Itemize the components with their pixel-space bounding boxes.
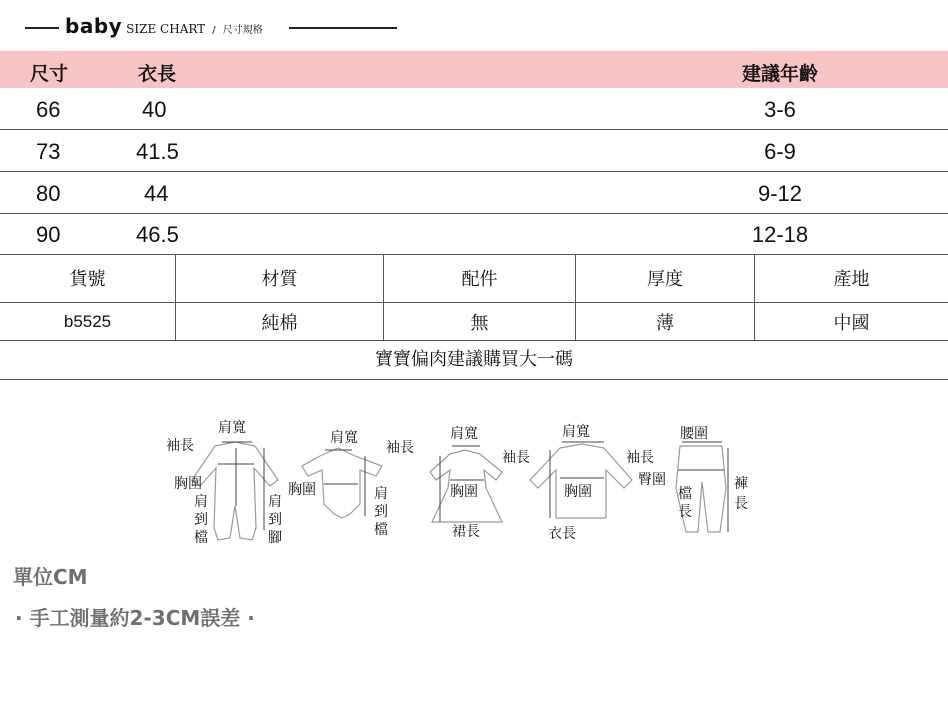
dress-chest-label: 胸圍 (450, 484, 478, 500)
romper-shoulder-label: 肩寬 (218, 420, 246, 436)
shirt-outline (530, 444, 632, 518)
size-row (0, 88, 948, 130)
dress-shoulder-label: 肩寬 (450, 426, 478, 442)
size-row (0, 172, 948, 214)
romper-foot-label-2: 到 (268, 512, 282, 528)
romper-crotch-label-2: 到 (194, 512, 208, 528)
info-origin: 中國 (755, 303, 948, 341)
shirt-shoulder-label: 肩寬 (562, 424, 590, 440)
bodysuit-shoulder-label: 肩寬 (330, 430, 358, 446)
info-header-thickness: 厚度 (576, 254, 755, 303)
romper-sleeve-label: 袖長 (166, 438, 194, 454)
chart-header (0, 8, 948, 44)
info-material: 純棉 (176, 303, 384, 341)
pants-waist-label: 腰圍 (680, 426, 708, 442)
header-separator: / (212, 25, 216, 36)
romper-crotch-label-3: 檔 (194, 530, 208, 546)
size-table-header (0, 51, 948, 88)
info-header-item-no: 貨號 (0, 254, 176, 303)
bodysuit-chest-label: 胸圍 (288, 482, 316, 498)
measurement-diagram (160, 418, 760, 558)
col-size: 尺寸 (30, 63, 69, 85)
unit-label: 單位CM (13, 565, 88, 589)
size-cell: 90 (36, 222, 61, 247)
header-title (65, 14, 263, 38)
pants-rise-label-2: 長 (678, 504, 692, 520)
length-cell: 44 (144, 181, 169, 206)
col-length: 衣長 (138, 63, 177, 85)
length-cell: 40 (142, 97, 167, 122)
age-cell: 9-12 (757, 181, 803, 206)
header-line-right (289, 27, 397, 29)
pants-hip-label: 臀圍 (638, 472, 666, 488)
header-size-chart: SIZE CHART (126, 22, 206, 36)
info-item-no: b5525 (0, 303, 176, 341)
bodysuit-sleeve-label: 袖長 (386, 440, 414, 456)
info-header-material: 材質 (176, 254, 384, 303)
age-cell: 3-6 (764, 97, 796, 122)
sizing-note: 寶寶偏肉建議購買大一碼 (0, 341, 948, 380)
dress-skirt-label: 裙長 (452, 524, 480, 540)
pants-length-label-2: 長 (734, 496, 748, 512)
col-age: 建議年齡 (741, 63, 818, 85)
shirt-chest-label: 胸圍 (564, 484, 592, 500)
measurement-error-note: · 手工測量約2-3CM誤差 · (15, 606, 255, 630)
size-row (0, 213, 948, 255)
bodysuit-crotch-label-1: 肩 (374, 486, 388, 502)
size-cell: 80 (36, 181, 61, 206)
age-cell: 6-9 (764, 139, 796, 164)
info-header-accessory: 配件 (384, 254, 576, 303)
length-cell: 41.5 (136, 139, 179, 164)
product-info-table (0, 254, 948, 341)
header-baby: baby (65, 14, 123, 38)
header-line-left (25, 27, 59, 29)
pants-length-label-1: 褲 (734, 476, 748, 492)
size-cell: 66 (36, 97, 61, 122)
header-subtitle: 尺寸規格 (222, 25, 263, 36)
pants-rise-label-1: 檔 (678, 486, 692, 502)
size-row (0, 130, 948, 172)
bodysuit-crotch-label-2: 到 (374, 504, 388, 520)
dress-sleeve-label: 袖長 (502, 450, 530, 466)
bodysuit-crotch-label-3: 檔 (374, 522, 388, 538)
romper-foot-label-1: 肩 (268, 494, 282, 510)
romper-chest-label: 胸圍 (174, 476, 202, 492)
info-header-origin: 產地 (755, 254, 948, 303)
romper-foot-label-3: 腳 (268, 530, 282, 546)
info-accessory: 無 (384, 303, 576, 341)
age-cell: 12-18 (751, 222, 809, 247)
romper-crotch-label-1: 肩 (194, 494, 208, 510)
size-cell: 73 (36, 139, 61, 164)
shirt-sleeve-label: 袖長 (626, 450, 654, 466)
shirt-length-label: 衣長 (548, 526, 576, 542)
info-thickness: 薄 (576, 303, 755, 341)
length-cell: 46.5 (136, 222, 179, 247)
